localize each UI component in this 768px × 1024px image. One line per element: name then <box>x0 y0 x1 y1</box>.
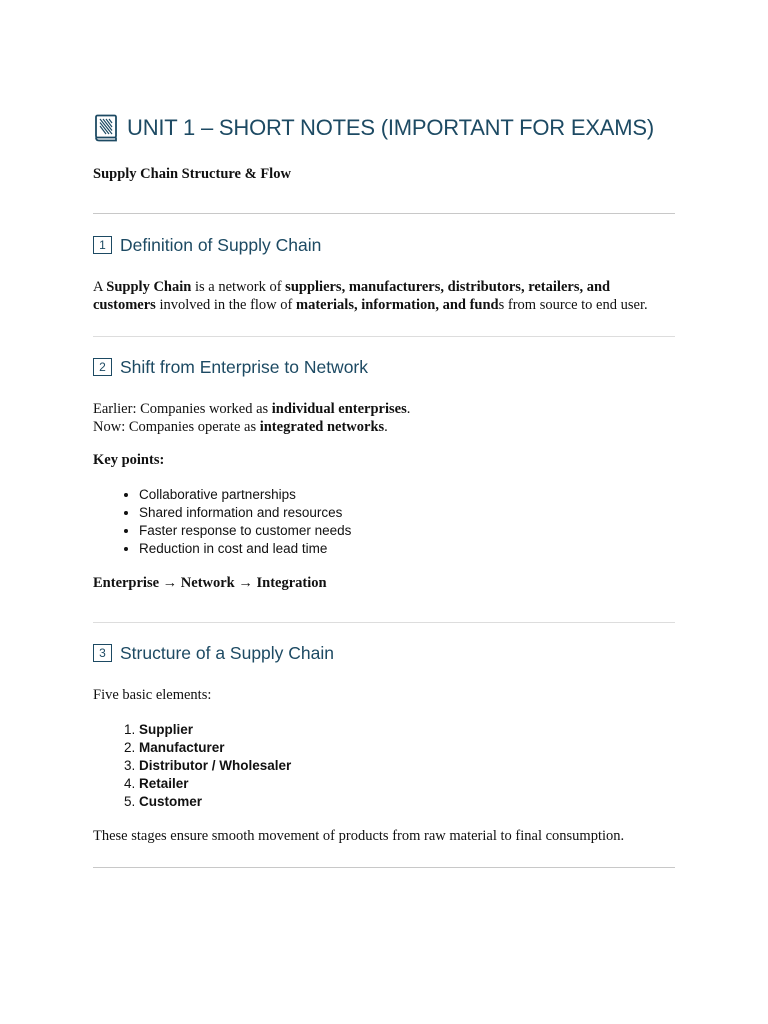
section-3-heading <box>93 639 675 667</box>
list-item: • Reduction in cost and lead time <box>139 540 675 558</box>
list-item: • Faster response to customer needs <box>139 522 675 540</box>
key-points-list <box>93 486 675 558</box>
section-1-heading <box>93 231 675 259</box>
section-title: Shift from Enterprise to Network <box>120 356 368 377</box>
title-row <box>93 110 675 146</box>
elements-list <box>93 721 675 811</box>
list-item: 2. Manufacturer <box>139 739 675 757</box>
key-points-label: Key points: <box>93 452 165 468</box>
section-2-heading <box>93 353 675 381</box>
section-title: Definition of Supply Chain <box>120 234 322 255</box>
section-number-badge: 3 <box>93 644 112 662</box>
divider <box>93 622 675 623</box>
divider <box>93 336 675 337</box>
list-item: 5. Customer <box>139 793 675 811</box>
list-item: • Collaborative partnerships <box>139 486 675 504</box>
section-number-badge: 1 <box>93 236 112 254</box>
list-item: • Shared information and resources <box>139 504 675 522</box>
flow-line: Enterprise → Network → Integration <box>93 574 327 591</box>
page-title: UNIT 1 – SHORT NOTES (IMPORTANT FOR EXAMS) <box>127 115 655 140</box>
closing-paragraph: These stages ensure smooth movement of products from raw material to final consumption. <box>93 827 625 844</box>
definition-paragraph: A Supply Chain is a network of suppliers, manufacturers, distributors, retailers, and customers involved in the flow of materials, information, and funds from source to end user. <box>93 279 648 313</box>
section-title: Structure of a Supply Chain <box>120 642 335 663</box>
earlier-line: Earlier: Companies worked as individual enterprises. <box>93 401 411 417</box>
section-number-badge: 2 <box>93 358 112 376</box>
page-subtitle: Supply Chain Structure & Flow <box>93 166 291 182</box>
book-icon <box>93 114 119 142</box>
list-item: 3. Distributor / Wholesaler <box>139 757 675 775</box>
document-content <box>93 110 675 868</box>
divider <box>93 867 675 868</box>
list-item: 4. Retailer <box>139 775 675 793</box>
divider <box>93 213 675 214</box>
now-line: Now: Companies operate as integrated networks. <box>93 418 388 435</box>
list-item: 1. Supplier <box>139 721 675 739</box>
elements-intro: Five basic elements: <box>93 687 212 703</box>
